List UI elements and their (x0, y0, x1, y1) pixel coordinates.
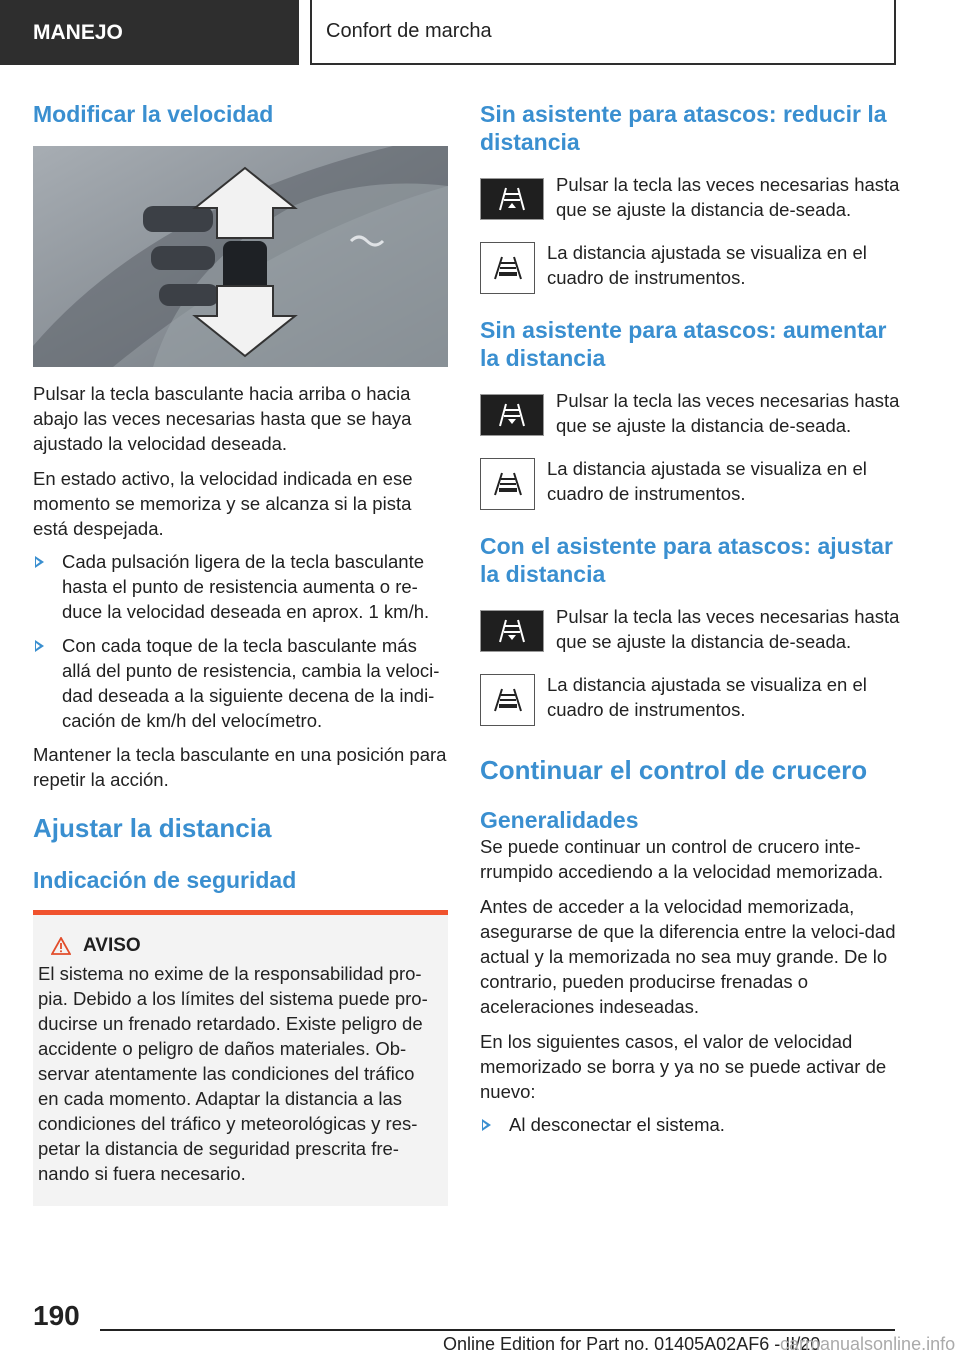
heading-indicacion-seguridad: Indicación de seguridad (33, 867, 297, 893)
section-title: MANEJO (33, 20, 123, 44)
list-item (33, 549, 448, 624)
triangle-bullet-icon (482, 1119, 491, 1131)
steering-wheel-photo (33, 146, 448, 367)
instruction-row (480, 604, 900, 656)
heading-asistente-ajustar: Con el asistente para atascos: ajustar la distancia (480, 533, 893, 587)
instruction-row (480, 388, 900, 440)
instruction-text: Pulsar la tecla las veces necesarias hasta que se ajuste la distancia de-seada. (556, 390, 900, 436)
instruction-text: La distancia ajustada se visualiza en el cuadro de instrumentos. (547, 674, 867, 720)
distance-button-icon (480, 610, 544, 652)
heading-aumentar-distancia: Sin asistente para atascos: aumentar la distancia (480, 317, 887, 371)
chapter-tab (311, 0, 896, 65)
paragraph: Se puede continuar un control de crucero inte-rrumpido accediendo a la velocidad memorizada. (480, 836, 884, 882)
steering-wheel-rocker-icon (33, 146, 448, 367)
list-item-text: Cada pulsación ligera de la tecla basculante hasta el punto de resistencia aumenta o re-duce la velocidad deseada en aprox. 1 km/h. (62, 551, 430, 622)
left-column (33, 100, 448, 1206)
heading-reducir-distancia: Sin asistente para atascos: reducir la distancia (480, 101, 887, 155)
triangle-bullet-icon (35, 640, 44, 652)
instruction-text: Pulsar la tecla las veces necesarias hasta que se ajuste la distancia de-seada. (556, 606, 900, 652)
heading-continuar-crucero: Continuar el control de crucero (480, 755, 868, 785)
section-tab (0, 0, 299, 65)
warning-triangle-icon (51, 937, 71, 955)
instruction-row (480, 172, 900, 224)
instruction-row (480, 672, 900, 730)
warning-header (51, 935, 440, 957)
heading-ajustar-distancia: Ajustar la distancia (33, 813, 272, 843)
triangle-bullet-icon (35, 556, 44, 568)
paragraph: En los siguientes casos, el valor de velocidad memorizado se borra y ya no se puede activar de nuevo: (480, 1031, 887, 1102)
right-column (480, 100, 900, 1146)
chapter-title: Confort de marcha (326, 20, 492, 42)
warning-box (33, 910, 448, 1206)
instruction-text: La distancia ajustada se visualiza en el cuadro de instrumentos. (547, 242, 867, 288)
warning-title: AVISO (83, 935, 141, 956)
list-item-text: Con cada toque de la tecla basculante más allá del punto de resistencia, cambia la veloci-dad deseada a la siguiente decena de la indi-cación de km/h del velocímetro. (62, 635, 440, 731)
instruction-text: Pulsar la tecla las veces necesarias hasta que se ajuste la distancia de-seada. (556, 174, 900, 220)
list-item (480, 1112, 900, 1137)
instruction-row (480, 456, 900, 514)
instruction-text: La distancia ajustada se visualiza en el cuadro de instrumentos. (547, 458, 867, 504)
paragraph: Pulsar la tecla basculante hacia arriba o hacia abajo las veces necesarias hasta que se haya ajustado la velocidad deseada. (33, 383, 412, 454)
footer-divider (100, 1329, 895, 1331)
distance-button-icon (480, 178, 544, 220)
distance-button-icon (480, 394, 544, 436)
bullet-list (480, 1112, 900, 1137)
heading-modificar-velocidad: Modificar la velocidad (33, 101, 274, 127)
distance-display-icon (480, 458, 535, 510)
distance-display-icon (480, 674, 535, 726)
edition-text: Online Edition for Part no. 01405A02AF6 - II/20 (443, 1334, 821, 1354)
paragraph: Antes de acceder a la velocidad memorizada, asegurarse de que la diferencia entre la veloci-dad actual y la memorizada no sea muy grande. De lo contrario, pueden producirse frenadas o aceleraciones indeseadas. (480, 896, 896, 1017)
heading-generalidades: Generalidades (480, 807, 639, 833)
paragraph: En estado activo, la velocidad indicada en ese momento se memoriza y se alcanza si la pista está despejada. (33, 468, 413, 539)
page-number: 190 (33, 1300, 80, 1331)
list-item (33, 633, 448, 733)
instruction-row (480, 240, 900, 298)
watermark: carmanualsonline.info (780, 1334, 956, 1354)
bullet-list (33, 549, 448, 733)
warning-text: El sistema no exime de la responsabilidad pro-pia. Debido a los límites del sistema puede pro-ducirse un frenado retardado. Existe peligro de accidente o peligro de daños materiales. Ob-servar atentamente las condiciones del tráfico en cada momento. Adaptar la distancia a las condiciones del tráfico y meteorológicas y res-petar la distancia de seguridad prescrita fre-nando si fuera necesario. (38, 963, 428, 1184)
list-item-text: Al desconectar el sistema. (509, 1114, 725, 1135)
distance-display-icon (480, 242, 535, 294)
paragraph: Mantener la tecla basculante en una posición para repetir la acción. (33, 744, 447, 790)
